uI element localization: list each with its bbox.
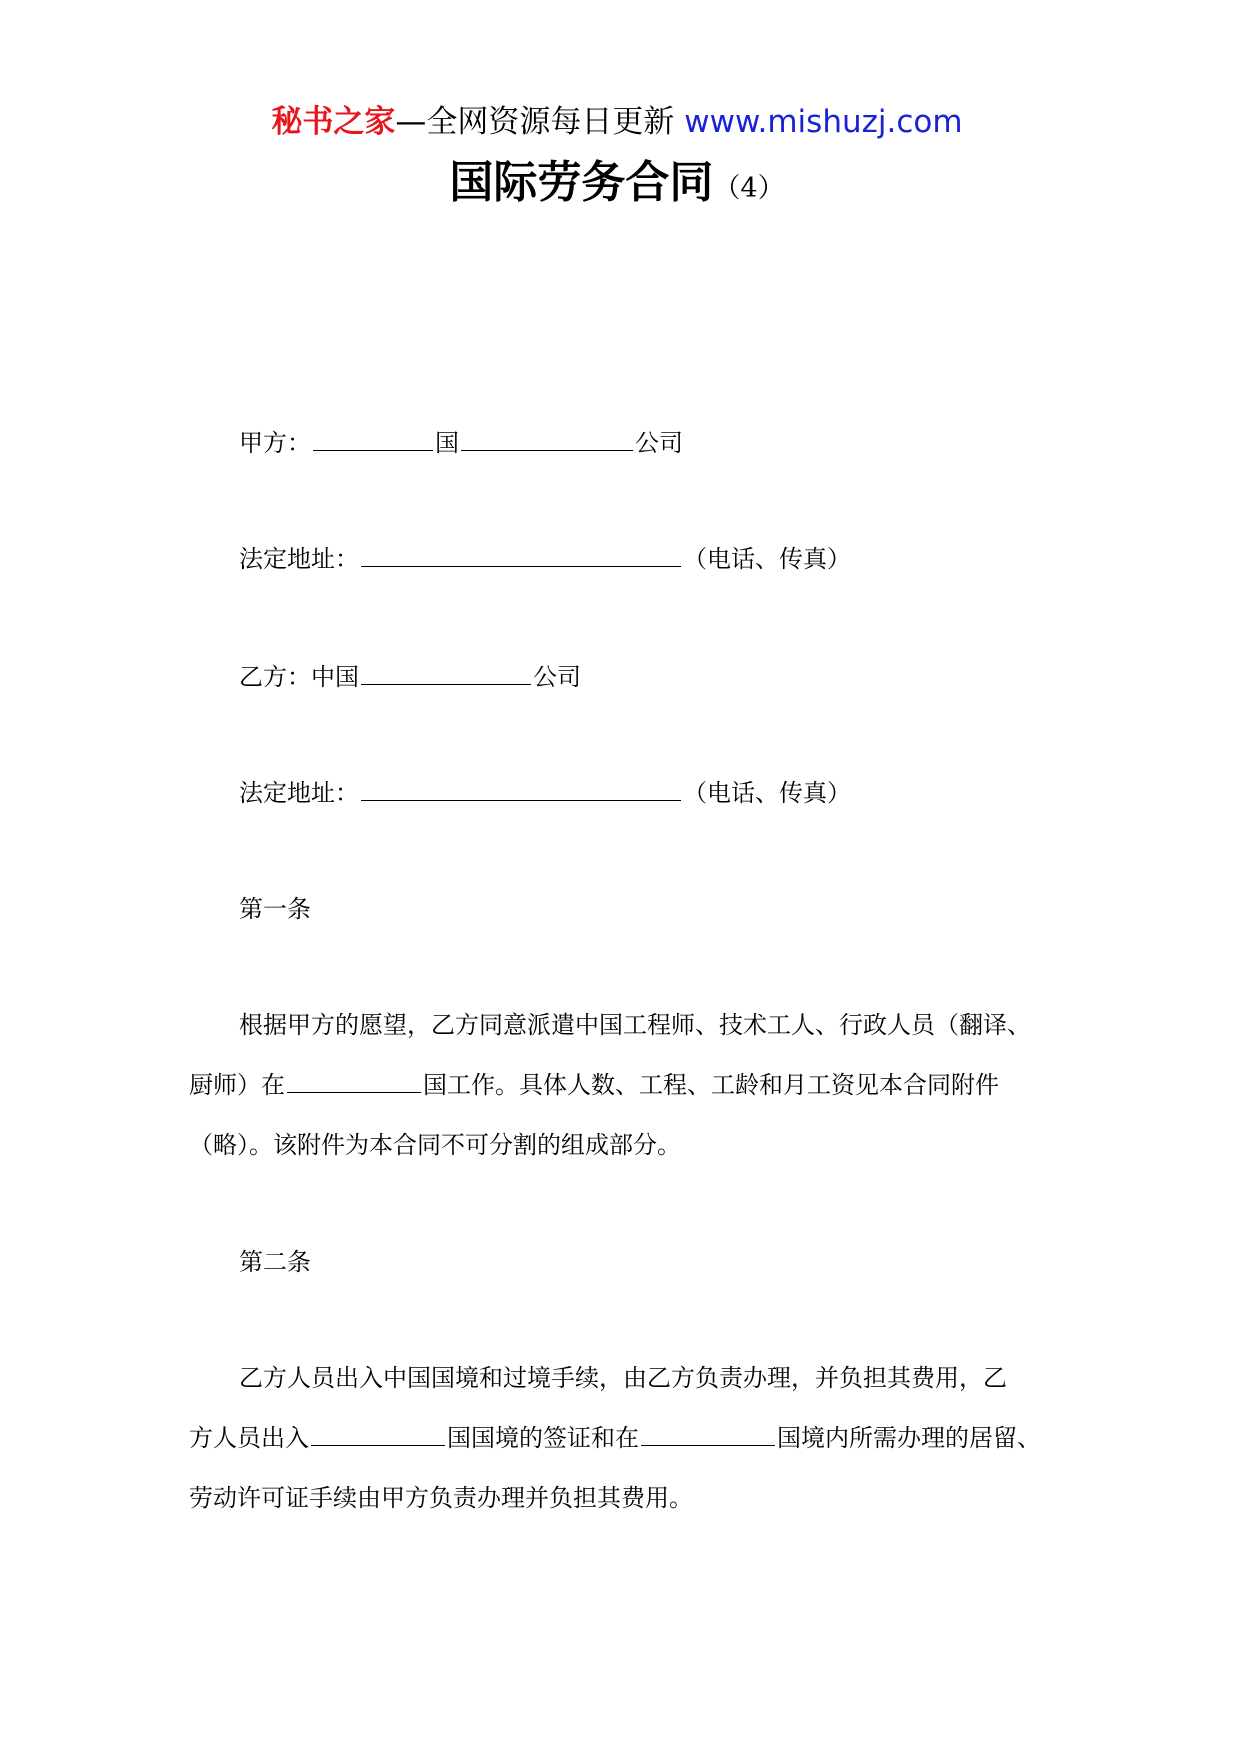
party-a-company-blank[interactable] (461, 428, 633, 451)
title-number: （4） (713, 173, 785, 204)
article-1-line-2-pre: 厨师）在 (189, 1071, 285, 1099)
party-b-address-blank[interactable] (361, 778, 681, 801)
title-main: 国际劳务合同 (449, 157, 714, 208)
article-1-line-2-post: 国工作。具体人数、工程、工龄和月工资见本合同附件 (423, 1071, 999, 1099)
party-a-line (239, 427, 683, 459)
article-2-line-2-b: 国国境的签证和在 (447, 1424, 639, 1452)
party-a-address-line (239, 543, 851, 575)
article-2-line-3: 劳动许可证手续由甲方负责办理并负担其费用。 (189, 1484, 693, 1512)
party-a-label: 甲方： (239, 429, 311, 457)
article-2-country-blank-1[interactable] (311, 1423, 445, 1446)
site-url-link[interactable]: www.mishuzj.com (684, 104, 963, 140)
party-a-country-blank[interactable] (313, 428, 433, 451)
banner-tagline: —全网资源每日更新 (395, 104, 675, 140)
party-b-company-suffix: 公司 (533, 663, 581, 691)
article-1-line-2 (189, 1069, 999, 1101)
article-2-line-2-c: 国境内所需办理的居留、 (777, 1424, 1041, 1452)
article-2-heading: 第二条 (239, 1248, 311, 1276)
party-a-country-suffix: 国 (435, 429, 459, 457)
site-banner (0, 100, 1234, 144)
party-b-line (239, 661, 581, 693)
party-b-address-line (239, 777, 851, 809)
party-a-address-blank[interactable] (361, 544, 681, 567)
party-a-address-label: 法定地址： (239, 545, 359, 573)
article-2-line-2 (189, 1422, 1041, 1454)
party-b-address-suffix: （电话、传真） (683, 779, 851, 807)
party-b-label: 乙方：中国 (239, 663, 359, 691)
article-1-heading: 第一条 (239, 895, 311, 923)
article-2-line-1: 乙方人员出入中国国境和过境手续，由乙方负责办理，并负担其费用，乙 (239, 1364, 1007, 1392)
article-1-country-blank[interactable] (287, 1070, 421, 1093)
article-2-line-2-a: 方人员出入 (189, 1424, 309, 1452)
party-b-address-label: 法定地址： (239, 779, 359, 807)
article-2-country-blank-2[interactable] (641, 1423, 775, 1446)
party-b-company-blank[interactable] (361, 662, 531, 685)
document-title (0, 154, 1234, 212)
party-a-address-suffix: （电话、传真） (683, 545, 851, 573)
party-a-company-suffix: 公司 (635, 429, 683, 457)
article-1-line-1: 根据甲方的愿望，乙方同意派遣中国工程师、技术工人、行政人员（翻译、 (239, 1011, 1031, 1039)
brand-name: 秘书之家 (271, 104, 396, 140)
article-1-line-3: （略）。该附件为本合同不可分割的组成部分。 (189, 1131, 681, 1159)
